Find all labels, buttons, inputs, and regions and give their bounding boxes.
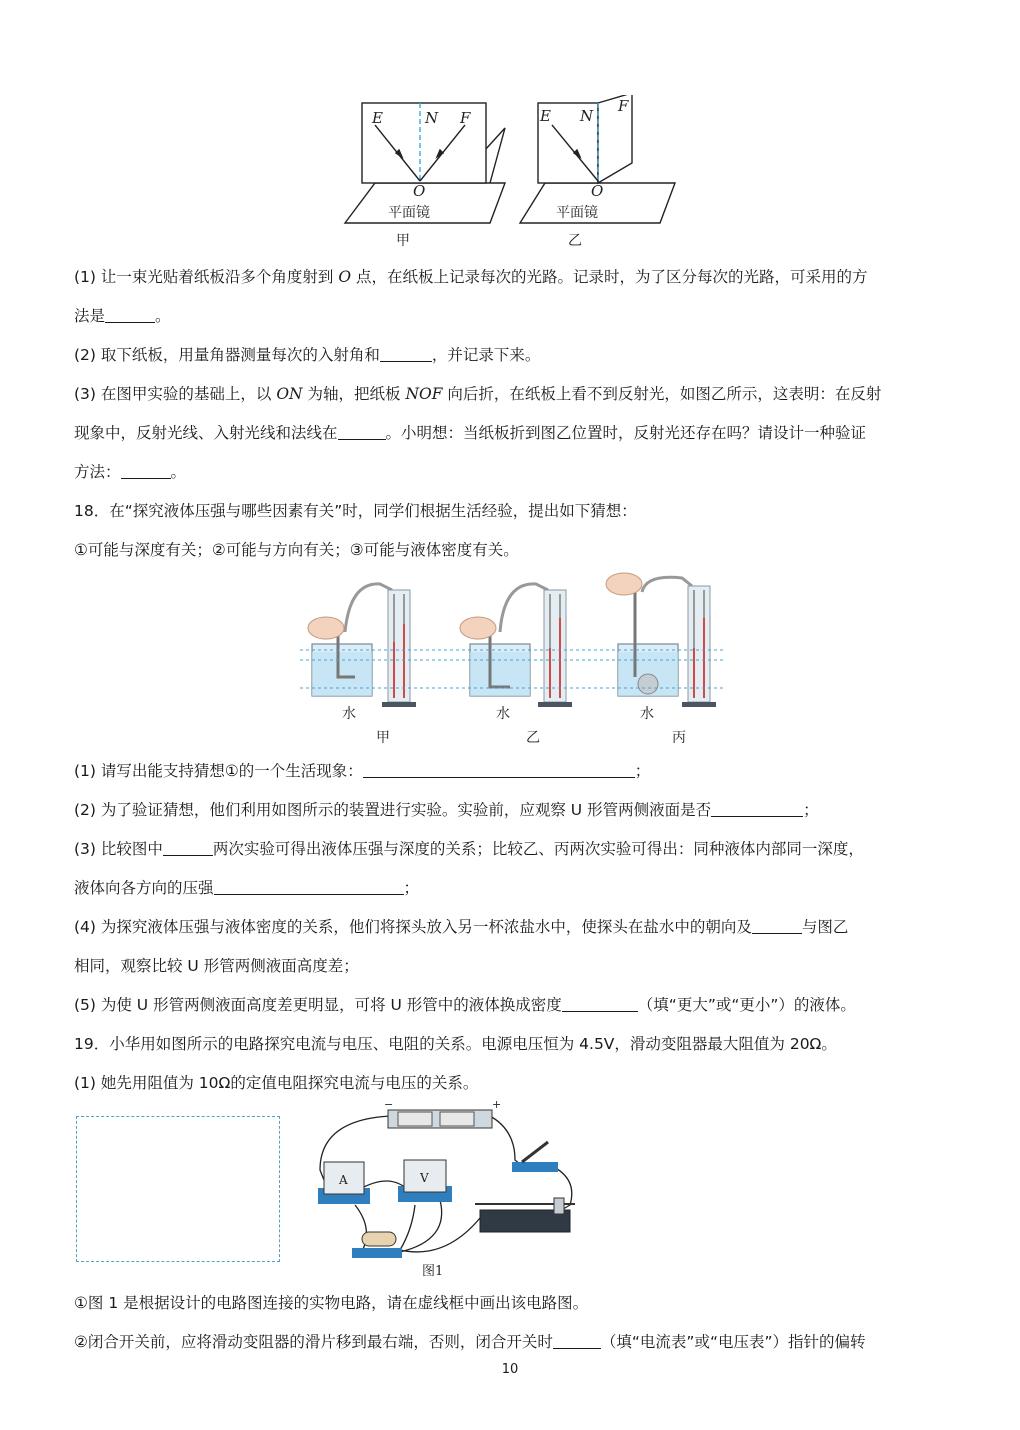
caption-bing: 丙 [672,730,686,746]
stand-base-jia [382,702,416,707]
answer-blank-q17-1[interactable] [105,306,155,323]
q19-stem: 19．小华用如图所示的电路探究电流与电压、电阻的关系。电源电压恒为 4.5V，滑动变阻器最大阻值为 20Ω。 [74,1035,837,1053]
u-tube-board-bing [688,586,710,702]
rubber-tube-jia [345,584,392,632]
q18-p2-text-b: ； [803,801,819,819]
liquid-pressure-figure [290,572,730,752]
wire-battery-switch [490,1116,525,1168]
answer-blank-q19-1[interactable] [553,1332,601,1349]
hand-jia [308,617,344,639]
rubber-tube-yi [500,584,548,632]
label-o-left: O [413,182,426,200]
ammeter-label: A [339,1173,348,1187]
q17-p3-board-nof: NOF [405,385,443,403]
q17-p3-axis-on: ON [276,385,303,403]
q17-p3-text-b: 为轴，把纸板 [302,385,406,403]
answer-blank-q18-2[interactable] [711,800,803,817]
answer-blank-q18-3[interactable] [163,839,213,856]
answer-blank-q17-3[interactable] [338,423,386,440]
water-label-bing: 水 [640,706,654,722]
q19-s2-text-a: ②闭合开关前，应将滑动变阻器的滑片移到最右端，否则，闭合开关时 [74,1333,553,1351]
q19-step1: ①图 1 是根据设计的电路图连接的实物电路，请在虚线框中画出该电路图。 [74,1294,589,1312]
paper-board-back-left [485,128,505,183]
answer-blank-q18-1[interactable] [363,761,635,778]
water-jia [312,652,372,696]
q18-p4-text-a: (4) 为探究液体压强与液体密度的关系，他们将探头放入另一杯浓盐水中，使探头在盐水中的朝向及 [74,918,752,936]
mirror-label-left: 平面镜 [388,205,430,221]
u-tube-board-yi [544,590,566,702]
switch-base [512,1162,558,1172]
caption-right: 乙 [568,233,582,249]
q17-part3-line1 [74,382,881,406]
wire-ammeter-resistor [355,1205,366,1255]
q19-s2-text-b: （填“电流表”或“电压表”）指针的偏转 [600,1333,866,1351]
q17-part2 [74,343,540,367]
q18-part2 [74,798,819,822]
q17-p3-text-e: 。小明想：当纸板折到图乙位置时，反射光还存在吗？请设计一种验证 [385,424,867,442]
q18-guesses: ①可能与深度有关；②可能与方向有关；③可能与液体密度有关。 [74,541,519,559]
circuit-drawing-box[interactable] [76,1116,280,1262]
setup-yi [460,584,572,707]
q18-part3-line2 [74,876,419,900]
q18-part5 [74,993,856,1017]
answer-blank-q17-2[interactable] [380,345,432,362]
label-f-left: F [460,109,471,127]
caption-yi: 乙 [526,730,540,746]
q18-part1 [74,759,650,783]
label-o-right: O [591,182,604,200]
resistor-base [352,1248,402,1258]
q17-p2-text-b: ，并记录下来。 [431,346,541,364]
answer-blank-q17-4[interactable] [121,462,171,479]
hand-yi [460,617,496,639]
q17-p3-text-f: 方法： [74,463,121,481]
battery-minus: − [384,1100,394,1111]
u-tube-board-jia [388,590,410,702]
answer-blank-q18-6[interactable] [562,995,638,1012]
switch-lever [522,1142,548,1162]
label-e-left: E [372,109,383,127]
label-f-right: F [618,97,629,115]
q18-part4-line2: 相同，观察比较 U 形管两侧液面高度差； [74,957,359,975]
q18-p3-text-a: (3) 比较图中 [74,840,163,858]
q18-part4-line1 [74,915,848,939]
q17-p3-text-c: 向后折，在纸板上看不到反射光，如图乙所示，这表明：在反射 [442,385,882,403]
answer-blank-q18-5[interactable] [752,917,802,934]
water-yi [470,652,530,696]
answer-blank-q18-4[interactable] [214,878,404,895]
q18-p3-text-b: 两次实验可得出液体压强与深度的关系；比较乙、丙两次实验可得出：同种液体内部同一深度， [212,840,864,858]
fixed-resistor [362,1232,396,1246]
stand-base-bing [682,702,716,707]
label-n-right: N [580,107,594,125]
water-label-yi: 水 [496,706,510,722]
voltmeter-label: V [420,1171,429,1185]
q18-p4-text-b: 与图乙 [801,918,849,936]
setup-jia [308,584,416,707]
q17-p1-point-o: O [338,268,352,286]
circuit-figure [300,1100,590,1280]
battery-plus: + [492,1100,502,1111]
wire-voltmeter-resistor-2 [400,1200,442,1252]
hand-bing [606,573,642,595]
q17-part3-line3 [74,460,186,484]
q18-stem: 18．在“探究液体压强与哪些因素有关”时，同学们根据生活经验，提出如下猜想： [74,502,637,520]
rheostat-slider [554,1198,564,1214]
mirror-label-right: 平面镜 [556,205,598,221]
q17-p1-text-b: 点，在纸板上记录每次的光路。记录时，为了区分每次的光路，可采用的方 [351,268,868,286]
q19-step2 [74,1330,866,1354]
probe-head-bing [638,674,658,694]
q18-p2-text-a: (2) 为了验证猜想，他们利用如图所示的装置进行实验。实验前，应观察 U 形管两侧液面是否 [74,801,712,819]
q17-p1-text-a: (1) 让一束光贴着纸板沿多个角度射到 [74,268,339,286]
q19-part1: (1) 她先用阻值为 10Ω的定值电阻探究电流与电压的关系。 [74,1074,479,1092]
battery-cell-1 [398,1112,432,1126]
caption-jia: 甲 [376,730,390,746]
q18-p1-text-a: (1) 请写出能支持猜想①的一个生活现象： [74,762,363,780]
q18-p5-text-a: (5) 为使 U 形管两侧液面高度差更明显，可将 U 形管中的液体换成密度 [74,996,562,1014]
label-n-left: N [425,109,439,127]
q18-p3-text-d: ； [403,879,420,897]
label-e-right: E [540,107,551,125]
caption-left: 甲 [396,233,410,249]
q17-p1-text-c: 法是 [74,307,106,325]
q17-p3-text-g: 。 [170,463,187,481]
q17-p2-text-a: (2) 取下纸板，用量角器测量每次的入射角和 [74,346,380,364]
setup-bing [606,573,716,707]
q18-part3-line1 [74,837,864,861]
q17-part1-line1 [74,265,867,289]
stand-base-yi [538,702,572,707]
q18-p5-text-b: （填“更大”或“更小”）的液体。 [637,996,856,1014]
circuit-caption: 图1 [422,1264,444,1279]
q17-p1-text-d: 。 [155,307,171,325]
wire-voltmeter-resistor [400,1205,415,1250]
rubber-tube-bing [642,577,692,592]
water-label-jia: 水 [342,706,356,722]
battery-cell-2 [440,1112,474,1126]
q17-p3-text-a: (3) 在图甲实验的基础上，以 [74,385,277,403]
q18-p3-text-c: 液体向各方向的压强 [74,879,214,897]
q18-p1-text-b: ； [634,762,651,780]
q17-p3-text-d: 现象中，反射光线、入射光线和法线在 [74,424,338,442]
q17-part3-line2 [74,421,866,445]
page-number: 10 [501,1362,519,1377]
q17-part1-line2 [74,304,171,328]
mirror-figure [330,95,690,255]
